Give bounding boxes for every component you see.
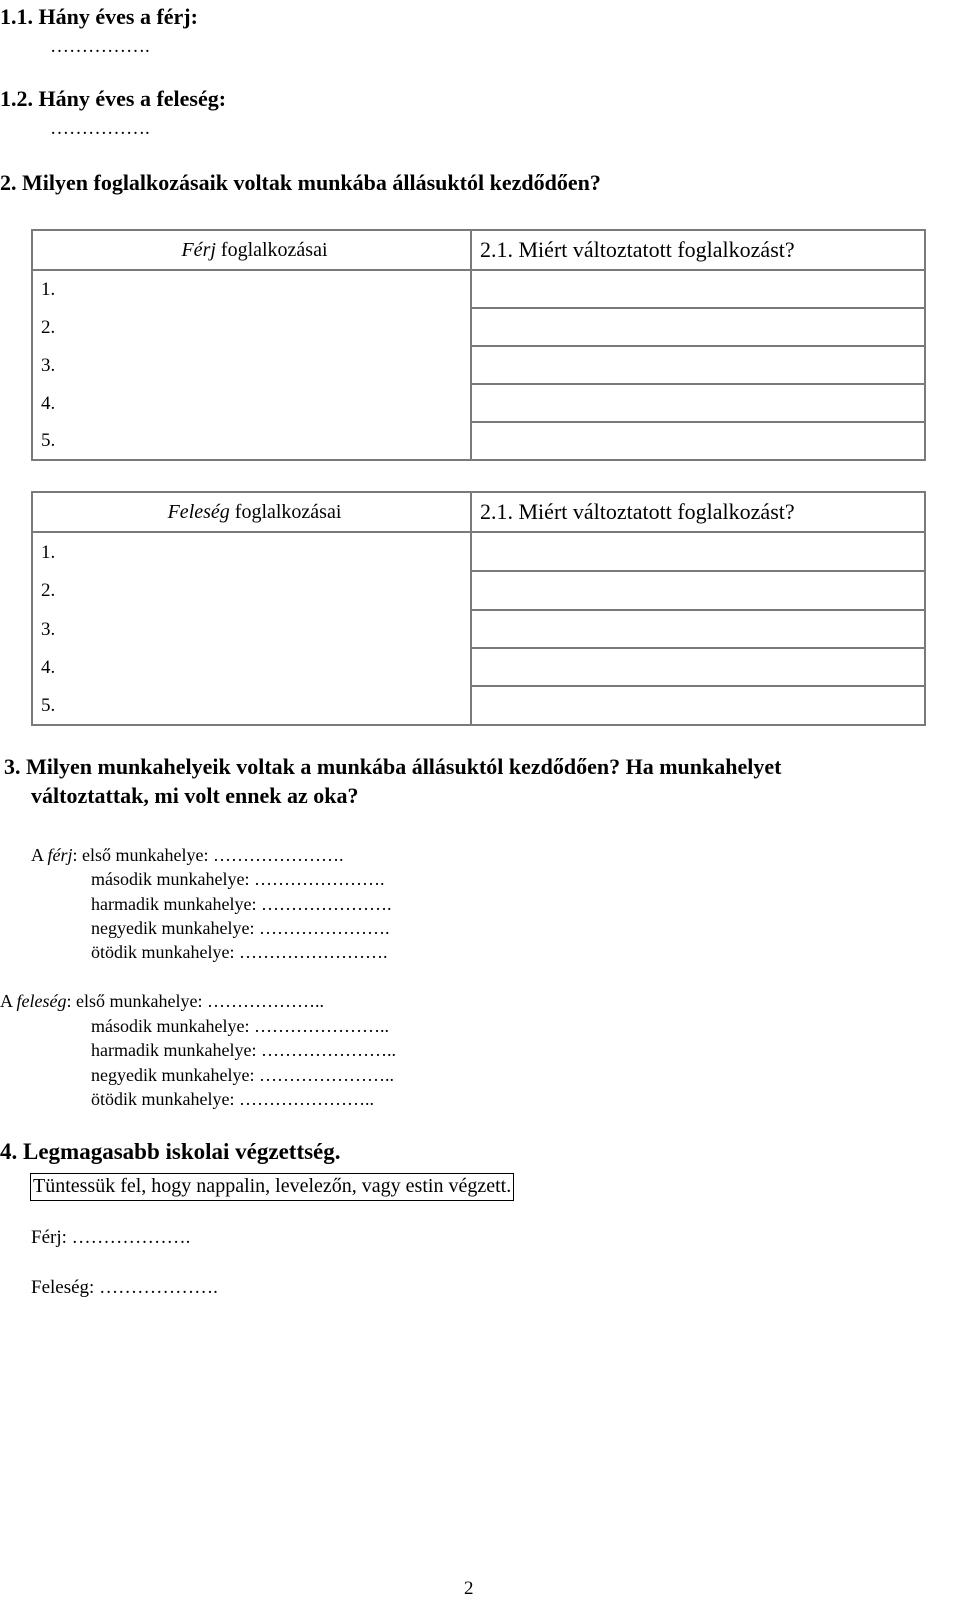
wife-reason-1[interactable] [471,532,925,571]
q4-husband-row [31,1227,190,1249]
husband-workplace-5 [91,942,387,963]
workplace-blank[interactable]: …………………. [213,845,344,865]
wife-workplace-2 [91,1016,389,1037]
wife-reason-5[interactable] [471,686,925,725]
workplace-prefix: A [0,991,17,1011]
workplace-blank[interactable]: ………………….. [253,1016,389,1036]
workplace-colon: : [66,991,77,1011]
header-rest: foglalkozásai [229,501,342,523]
table-row [32,648,925,686]
husband-workplace-1 [31,845,344,866]
q4-wife-blank[interactable]: ………………. [99,1277,218,1298]
workplace-label: harmadik munkahelye: [91,1040,261,1060]
q3-title-line1: 3. Milyen munkahelyeik voltak a munkába állásuktól kezdődően? Ha munkahelyet [4,754,782,779]
workplace-label: harmadik munkahelye: [91,894,261,914]
workplace-blank[interactable]: ……………………. [238,942,388,962]
husband-occupations-table [31,229,926,461]
workplace-who: feleség [16,991,67,1011]
husband-occupation-3[interactable]: 3. [32,346,471,384]
workplace-label: ötödik munkahelye: [91,942,239,962]
workplace-label: negyedik munkahelye: [91,918,259,938]
q4-husband-label: Férj: [31,1227,72,1248]
table-header-row [32,230,925,270]
husband-reason-4[interactable] [471,384,925,422]
table-row [32,610,925,648]
table-row [32,686,925,725]
workplace-prefix: A [31,845,48,865]
table-header-row [32,492,925,532]
husband-reason-2[interactable] [471,308,925,346]
husband-reason-1[interactable] [471,270,925,308]
table-row [32,422,925,460]
husband-occupation-1[interactable]: 1. [32,270,471,308]
q4-instruction-box: Tüntessük fel, hogy nappalin, levelezőn, vagy estin végzett. [30,1173,514,1201]
workplace-blank[interactable]: …………………. [253,869,385,889]
table-row [32,384,925,422]
q1-2-label: 1.2. Hány éves a feleség: [0,86,227,111]
table-row [32,270,925,308]
q1-2-answer-blank[interactable]: ……………. [50,118,150,139]
q2-title: 2. Milyen foglalkozásaik voltak munkába állásuktól kezdődően? [0,170,601,195]
workplace-label: negyedik munkahelye: [91,1065,259,1085]
wife-reason-header: 2.1. Miért változtatott foglalkozást? [471,492,925,532]
q1-1-answer-blank[interactable]: ……………. [50,36,150,57]
wife-workplace-1 [0,991,324,1012]
workplace-label: második munkahelye: [91,1016,254,1036]
husband-workplace-2 [91,869,384,890]
workplace-colon: : [72,845,83,865]
workplace-label: első munkahelye: [76,991,207,1011]
q4-wife-label: Feleség: [31,1277,100,1298]
husband-reason-header: 2.1. Miért változtatott foglalkozást? [471,230,925,270]
husband-workplace-3 [91,894,391,915]
wife-occupation-4[interactable]: 4. [32,648,471,686]
husband-workplace-4 [91,918,389,939]
workplace-blank[interactable]: ………………….. [260,1040,396,1060]
husband-occupation-4[interactable]: 4. [32,384,471,422]
table-row [32,532,925,571]
workplace-blank[interactable]: …………………. [260,894,392,914]
header-italic: Feleség [167,501,230,523]
husband-occupation-2[interactable]: 2. [32,308,471,346]
workplace-blank[interactable]: ………………….. [258,1065,394,1085]
workplace-label: ötödik munkahelye: [91,1089,239,1109]
workplace-label: második munkahelye: [91,869,254,889]
wife-occupations-header [32,492,471,532]
workplace-blank[interactable]: …………………. [258,918,390,938]
q1-1-label: 1.1. Hány éves a férj: [0,4,198,29]
q4-wife-row [31,1277,218,1299]
wife-occupation-2[interactable]: 2. [32,571,471,610]
table-row [32,346,925,384]
wife-occupation-5[interactable]: 5. [32,686,471,725]
wife-reason-4[interactable] [471,648,925,686]
wife-occupation-1[interactable]: 1. [32,532,471,571]
wife-reason-3[interactable] [471,610,925,648]
husband-occupations-header [32,230,471,270]
husband-occupation-5[interactable]: 5. [32,422,471,460]
q4-husband-blank[interactable]: ………………. [71,1227,191,1248]
wife-workplace-4 [91,1065,394,1086]
header-italic: Férj [181,239,216,261]
workplace-blank[interactable]: ……………….. [206,991,324,1011]
table-row [32,308,925,346]
table-row [32,571,925,610]
workplace-who: férj [47,845,73,865]
wife-workplace-5 [91,1089,374,1110]
husband-reason-5[interactable] [471,422,925,460]
page-number: 2 [464,1578,474,1599]
wife-reason-2[interactable] [471,571,925,610]
q4-title: 4. Legmagasabb iskolai végzettség. [0,1139,341,1164]
husband-reason-3[interactable] [471,346,925,384]
header-rest: foglalkozásai [215,239,328,261]
workplace-blank[interactable]: ………………….. [238,1089,374,1109]
workplace-label: első munkahelye: [82,845,213,865]
wife-occupation-3[interactable]: 3. [32,610,471,648]
wife-occupations-table [31,491,926,726]
wife-workplace-3 [91,1040,396,1061]
q3-title-line2: változtattak, mi volt ennek az oka? [31,783,359,808]
